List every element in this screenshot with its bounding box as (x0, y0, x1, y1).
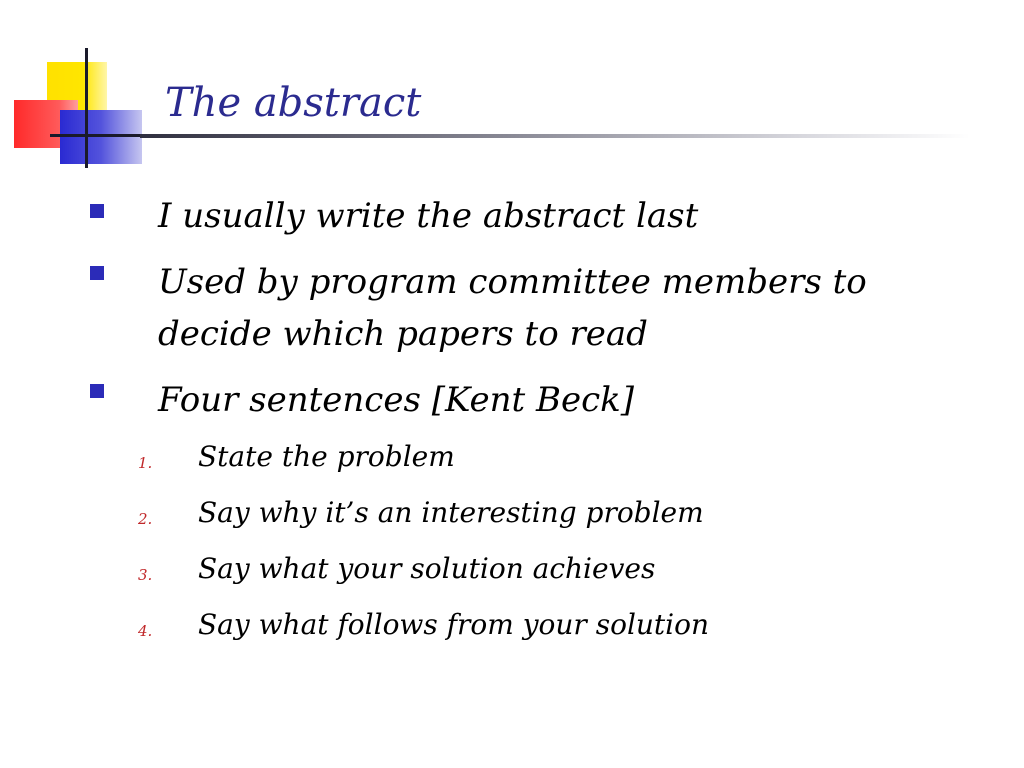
item-text: State the problem (198, 440, 455, 473)
item-number: 2. (138, 510, 153, 528)
item-number: 4. (138, 622, 153, 640)
item-number: 1. (138, 454, 153, 472)
decorative-blue-block (60, 110, 142, 164)
decorative-horizontal-line (50, 134, 142, 137)
item-text: Say why it’s an interesting problem (198, 496, 704, 529)
bullet-text: Used by program committee members to decide which papers to read (158, 262, 867, 354)
title-underline (140, 134, 970, 138)
slide-title: The abstract (165, 80, 422, 126)
square-bullet-icon (90, 266, 104, 280)
bullet-text: Four sentences [Kent Beck] (158, 380, 634, 420)
decorative-vertical-line (85, 48, 88, 168)
square-bullet-icon (90, 384, 104, 398)
item-text: Say what your solution achieves (198, 552, 656, 585)
square-bullet-icon (90, 204, 104, 218)
item-text: Say what follows from your solution (198, 608, 710, 641)
bullet-text: I usually write the abstract last (158, 196, 699, 236)
item-number: 3. (138, 566, 153, 584)
